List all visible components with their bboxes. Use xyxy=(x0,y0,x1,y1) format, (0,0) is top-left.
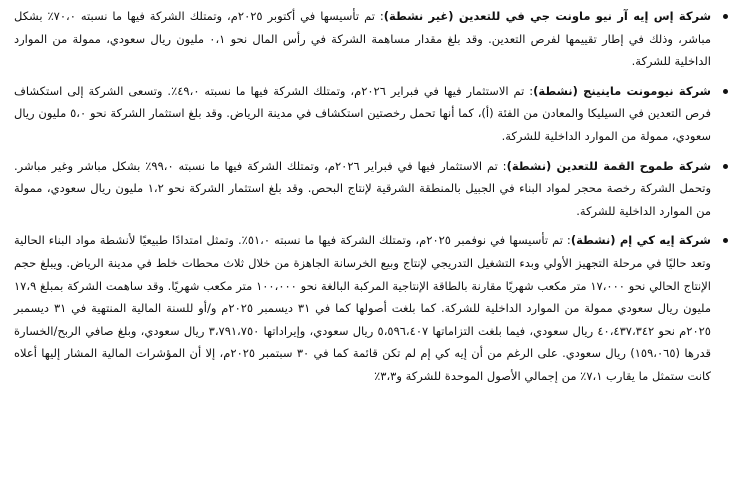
list-item xyxy=(14,80,727,148)
company-description: : تم تأسيسها في نوفمبر ٢٠٢٥م، وتمتلك الشركة فيها ما نسبته ٥١،٠٪. وتمثل امتدادًا طبيعيًا لأنشطة مواد البناء الحالية وتعد حاليًا في مرحلة التجهيز الأولي وبدء التشغيل التدريجي لإنتاج وبيع الخرسانة الجاهزة من خلال ثلاث محطات خلط في مدينة الرياض. ويبلغ حجم الإنتاج الحالي نحو ١٧،٠٠٠ متر مكعب شهريًا مقارنة بالطاقة الإنتاجية المركبة البالغة نحو ١٠٠،٠٠٠ متر مكعب شهريًا. وقد ساهمت الشركة بمبلغ ١٧،٩ مليون ريال سعودي ممولة من الموارد الداخلية للشركة. كما بلغت أصولها كما في ٣١ ديسمبر ٢٠٢٥م و/أو للسنة المالية المنتهية في ٣١ ديسمبر ٢٠٢٥م نحو ٤٠،٤٣٧،٣٤٢ ريال سعودي، فيما بلغت التزاماتها ٥،٥٩٦،٤٠٧ ريال سعودي، وإيراداتها ٣،٧٩١،٧٥٠ ريال سعودي، وبلغ صافي الربح/الخسارة قدرها (١٥٩،٠٦٥) ريال سعودي. على الرغم من أن إيه كي إم لم تكن قائمة كما في ٣٠ سبتمبر ٢٠٢٥م، إلا أن المؤشرات المالية المشار إليها أعلاه كانت ستمثل ما يقارب ٧،١٪ من إجمالي الأصول الموحدة للشركة و٣،٣٪ xyxy=(14,233,712,383)
list-item xyxy=(14,155,727,223)
company-name: شركة نيومونت ماينينج (نشطة) xyxy=(533,83,711,98)
company-description: : تم الاستثمار فيها في فبراير ٢٠٢٦م، وتمتلك الشركة فيها ما نسبته ٤٩،٠٪. وتسعى الشركة إلى استكشاف فرص التعدين في السيليكا والمعادن من الفئة (أ)، كما أنها تحمل رخصتين استكشاف في مدينة الرياض. وقد بلغ استثمار الشركة نحو ٥،٠ مليون ريال سعودي، ممولة من الموارد الداخلية للشركة. xyxy=(14,83,711,143)
subsidiaries-list xyxy=(14,5,727,388)
bullet-icon xyxy=(723,89,728,94)
company-name: شركة إس إيه آر نيو ماونت جي في للتعدين (غير نشطة) xyxy=(383,9,711,23)
company-description: : تم الاستثمار فيها في فبراير ٢٠٢٦م، وتمتلك الشركة فيها ما نسبته ٩٩،٠٪ بشكل مباشر وغير مباشر. وتحمل الشركة رخصة محجر لمواد البناء في الجبيل بالمنطقة الشرقية لإنتاج البحص. وقد بلغ استثمار الشركة نحو ١،٢ مليون ريال سعودي، ممولة من الموارد الداخلية للشركة. xyxy=(14,158,712,218)
list-item xyxy=(14,5,727,73)
bullet-icon xyxy=(723,164,728,169)
company-name: شركة طموح القمة للتعدين (نشطة) xyxy=(506,158,712,173)
list-item xyxy=(14,229,727,387)
company-description: : تم تأسيسها في أكتوبر ٢٠٢٥م، وتمتلك الشركة فيها ما نسبته ٧٠،٠٪ بشكل مباشر، وذلك في إطار تقييمها لفرص التعدين. وقد بلغ مقدار مساهمة الشركة في رأس المال نحو ٠،١ مليون ريال سعودي، ممولة من الموارد الداخلية للشركة. xyxy=(14,9,711,69)
company-name: شركة إيه كي إم (نشطة) xyxy=(570,233,711,248)
bullet-icon xyxy=(723,238,728,243)
bullet-icon xyxy=(723,14,728,19)
